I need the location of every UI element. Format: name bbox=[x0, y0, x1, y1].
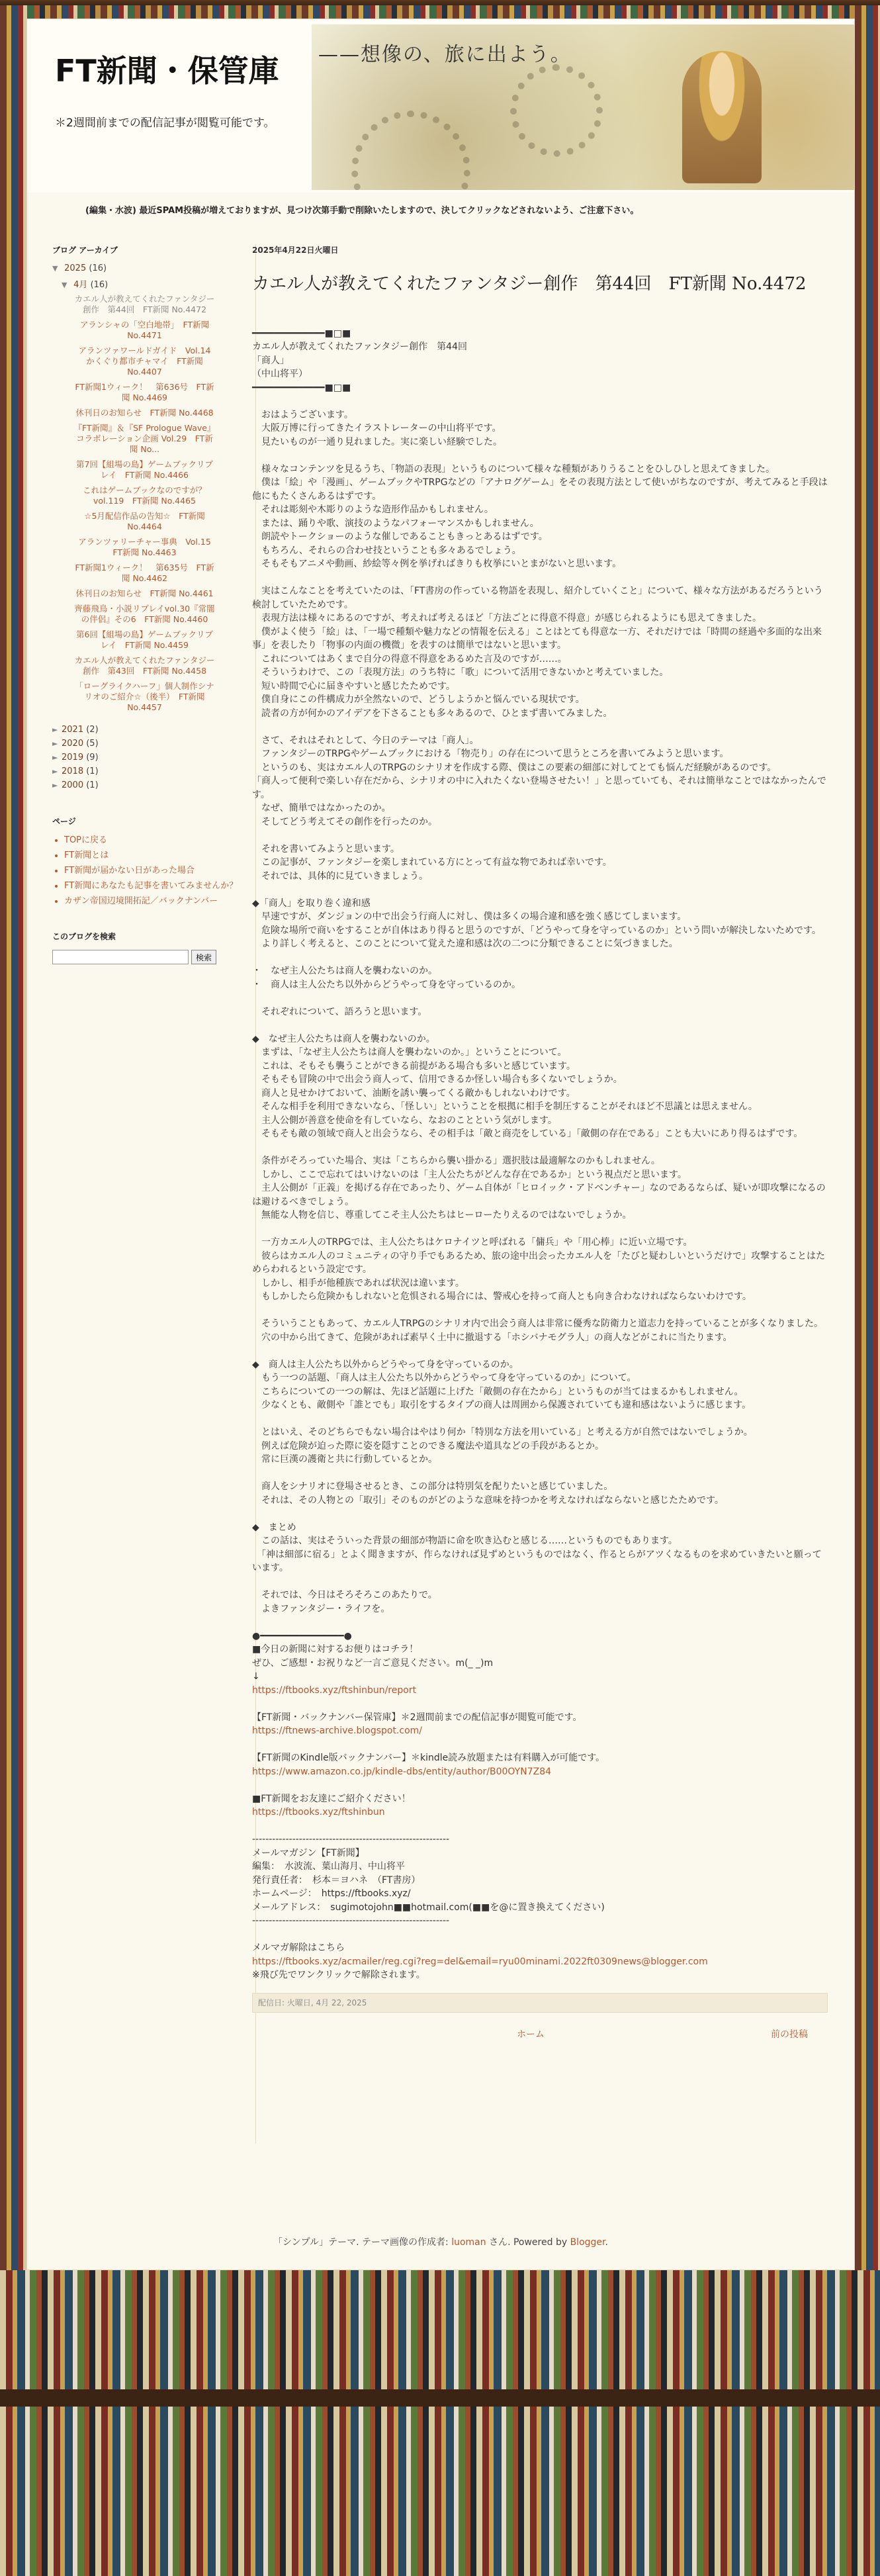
post-body-line: 表現方法は様々にあるのですが、考えれば考えるほど「方法ごとに得意不得意」が感じられるようにも思えてきました。 bbox=[252, 613, 762, 623]
post-body-line: 商人をシナリオに登場させるとき、この部分は特別気を配りたいと感じていました。 bbox=[252, 1481, 613, 1492]
archive-post-link[interactable]: FT新聞1ウィーク！ 第636号 FT新聞 No.4469 bbox=[75, 382, 214, 402]
attribution-suffix: . bbox=[605, 2237, 608, 2248]
archive-post-link[interactable]: ☆5月配信作品の告知☆ FT新聞 No.4464 bbox=[84, 511, 205, 531]
post-body-line: または、踊りや歌、演技のようなパフォーマンスかもしれません。 bbox=[252, 518, 539, 529]
post-body-line: 「商人って便利で楽しい存在だから、シナリオの中に入れたくない登場させたい！」と思っていても、それは簡単なことではなかったんです。 bbox=[252, 776, 826, 800]
post-body-line: カエル人が教えてくれたファンタジー創作 第44回 bbox=[252, 342, 467, 352]
post-body-line: そういうこともあって、カエル人TRPGのシナリオ内で出会う商人は非常に優秀な防衛力と道志力を持っていることが多くなりました。 bbox=[252, 1318, 824, 1329]
page-link[interactable]: • FT新聞にあなたも記事を書いてみませんか？ bbox=[64, 880, 244, 892]
archive-post-link[interactable]: FT新聞1ウィーク！ 第635号 FT新聞 No.4462 bbox=[75, 563, 214, 583]
post-body-line: メールアドレス： sugimotojohn■■hotmail.com(■■を@に置き換えてください) bbox=[252, 1902, 605, 1913]
spam-notice: (編集・水波) 最近SPAM投稿が増えておりますが、見つけ次第手動で削除いたしますので、決してクリックなどされないよう、ご注意下さい。 bbox=[85, 206, 639, 216]
header bbox=[27, 19, 854, 193]
post-body-line: ◆ なぜ主人公たちは商人を襲わないのか。 bbox=[252, 1033, 435, 1044]
archive-year-2020[interactable] bbox=[52, 739, 244, 749]
post-body-line bbox=[252, 1738, 828, 1752]
post-body-line: 「神は細部に宿る」とよく聞きますが、作らなければ見ずめというものではなく、作るとらがアツくなるものを求めていきたいと願っています。 bbox=[252, 1549, 822, 1573]
post-body-line: ◆ まとめ bbox=[252, 1522, 296, 1533]
triangle-down-icon[interactable]: ▼ bbox=[62, 281, 67, 289]
main-column bbox=[252, 244, 828, 2042]
post-body-link[interactable]: https://www.amazon.co.jp/kindle-dbs/entity/author/B00OYN7Z84 bbox=[252, 1766, 552, 1777]
archive-post-link[interactable]: これはゲームブックなのですが？ vol.119 FT新聞 No.4465 bbox=[83, 485, 215, 506]
post-body-line: それを書いてみようと思います。 bbox=[252, 843, 400, 854]
shelf-top bbox=[0, 0, 880, 5]
post-body-line: ※飛び先でワンクリックで解除されます。 bbox=[252, 1970, 425, 1980]
bookshelf-background bbox=[0, 2270, 880, 2576]
post-body-line: それは、その人物との「取引」そのものがどのような意味を持つかを考えなければならないと感じたためです。 bbox=[252, 1495, 724, 1506]
archive-year-current[interactable] bbox=[52, 263, 244, 273]
post-body-line bbox=[252, 1344, 828, 1358]
post-body-line bbox=[252, 1697, 828, 1711]
post-body-link[interactable]: https://ftnews-archive.blogspot.com/ bbox=[252, 1725, 423, 1736]
post-body-line: よきファンタジー・ライフを。 bbox=[252, 1603, 390, 1614]
triangle-right-icon[interactable]: ► bbox=[52, 739, 58, 748]
post-body-line: 編集： 水波流、葉山海月、中山将平 bbox=[252, 1861, 405, 1872]
archive-year-2021[interactable] bbox=[52, 725, 244, 735]
theme-author-link[interactable]: luoman bbox=[451, 2237, 486, 2248]
post-body-line: そしてどう考えてその創作を行ったのか。 bbox=[252, 816, 437, 827]
archive-year-2000[interactable] bbox=[52, 780, 244, 790]
post-body-line: おはようございます。 bbox=[252, 409, 353, 420]
post-body-line: しかし、ここで忘れてはいけないのは「主人公たちがどんな存在であるか」という視点だと思います。 bbox=[252, 1169, 687, 1180]
archive-year-count: (2) bbox=[86, 725, 99, 735]
post-body-line bbox=[252, 1222, 828, 1236]
post-body bbox=[252, 313, 828, 1982]
archive-year-link[interactable]: 2020 bbox=[62, 739, 84, 749]
post-body-line: 穴の中から出てきて、危険があれば素早く土中に撤退する「ホシバナモグラ人」の商人などがこれに当たります。 bbox=[252, 1332, 732, 1343]
triangle-right-icon[interactable]: ► bbox=[52, 767, 58, 776]
archive-post-link[interactable]: 第6回【組場の島】ゲームブックリプレイ FT新聞 No.4459 bbox=[75, 629, 214, 650]
post-body-line: ----------------------------------------------------------- bbox=[252, 1834, 450, 1845]
archive-year-2019[interactable] bbox=[52, 753, 244, 762]
post-body-line: 主人公側が善意を使命を有していなら、なおのことという気がします。 bbox=[252, 1115, 557, 1126]
post-body-line: 読者の方が何かのアイデアを下さることも多々あるので、ひとまず書いてみました。 bbox=[252, 708, 613, 719]
post-body-line: 発行責任者： 杉本＝ヨハネ （FT書房） bbox=[252, 1874, 421, 1886]
search-widget-title: このブログを検索 bbox=[52, 932, 116, 941]
post-body-line: それは彫刻や木彫りのような造形作品かもしれません。 bbox=[252, 504, 494, 515]
post-body-line bbox=[252, 313, 828, 327]
post-title[interactable]: カエル人が教えてくれたファンタジー創作 第44回 FT新聞 No.4472 bbox=[252, 274, 807, 294]
triangle-right-icon[interactable]: ► bbox=[52, 753, 58, 762]
post-body-line bbox=[252, 991, 828, 1005]
post-body-line: そもそもアニメや動画、紗絵等々例を挙げればきりも枚挙にいとまがないと思います。 bbox=[252, 559, 622, 569]
archive-year-count: (5) bbox=[86, 739, 99, 749]
character-illustration bbox=[682, 51, 762, 183]
page-link[interactable]: • FT新聞とは bbox=[64, 850, 244, 861]
page-link[interactable]: • TOPに戻る bbox=[64, 835, 244, 846]
page-link[interactable]: • カザン帝国辺境開拓記／バックナンバー bbox=[64, 896, 244, 907]
post-body-line: 早速ですが、ダンジョンの中で出会う行商人に対し、僕は多くの場合違和感を強く感じてしまいます。 bbox=[252, 911, 687, 922]
post-body-line bbox=[252, 1575, 828, 1589]
post-body-line bbox=[252, 394, 828, 408]
post-body-line: 見たいものが一通り見れました。実に楽しい経験でした。 bbox=[252, 436, 502, 447]
post-body-line: 彼らはカエル人のコミュニティの守り手でもあるため、旅の途中出会ったカエル人を「たびと疑わしいというだけで」攻撃することはためらわれるという設定です。 bbox=[252, 1250, 826, 1275]
post-body-line: ・ 商人は主人公たち以外からどうやって身を守っているのか。 bbox=[252, 979, 521, 990]
post-body-line: 朗読やトークショーのような催しであることもきっとあるはずです。 bbox=[252, 531, 548, 542]
post-footer: 配信日: 火曜日, 4月 22, 2025 bbox=[252, 1993, 828, 2013]
archive-post-link[interactable]: アランツァワールドガイド Vol.14 かくぐり都市チャマイ FT新聞 No.4407 bbox=[78, 345, 219, 377]
post-body-line bbox=[252, 571, 828, 585]
archive-year-link[interactable]: 2018 bbox=[62, 766, 84, 776]
post-body-line: 商人と見せかけておいて、油断を誘い襲ってくる敵かもしれないわけです。 bbox=[252, 1087, 576, 1099]
post-body-line: とはいえ、そのどちらでもない場合はやはり何か「特別な方法を用いている」と考える方が自然ではないでしょうか。 bbox=[252, 1427, 753, 1438]
post-body-line: ----------------------------------------------------------- bbox=[252, 1915, 450, 1926]
post-body-line: 僕がよく使う「絵」は、「一場で種類や魅力などの情報を伝える」ことはとても得意な一方、それだけでは「時間の経過や多面的な出来事」を表したり「物事の内面の機微」を表すのは簡単ではないと思います。 bbox=[252, 626, 822, 651]
post-body-line: それでは、今日はそろそろこのあたりで。 bbox=[252, 1590, 437, 1600]
post-body-line: これについてはあくまで自分の得意不得意をあるめた言及のですが……。 bbox=[252, 653, 567, 665]
post-body-link[interactable]: https://ftbooks.xyz/ftshinbun bbox=[252, 1807, 385, 1817]
post-body-line bbox=[252, 449, 828, 463]
post-body-line bbox=[252, 1616, 828, 1630]
pages-widget-title: ページ bbox=[52, 817, 76, 826]
archive-post-link[interactable]: アランシャの「空白地帯」 FT新聞 No.4471 bbox=[79, 320, 210, 340]
post-body-line: 無能な人物を信じ、尊重してこそ主人公たちはヒーローたりえるのではないでしょうか。 bbox=[252, 1210, 632, 1220]
triangle-right-icon[interactable]: ► bbox=[52, 781, 58, 790]
post-body-line: 主人公側が「正義」を掲げる存在であったり、ゲーム自体が「ヒロイック・アドベンチャー」なのであるならば、疑いが即攻撃になるのは避けるべきでしょう。 bbox=[252, 1183, 826, 1207]
post-body-line: もう一つの話題、「商人は主人公たち以外からどうやって身を守っているのか」について。 bbox=[252, 1373, 637, 1383]
post-body-line: しかし、相手が他種族であれば状況は違います。 bbox=[252, 1277, 464, 1289]
attribution-prefix: 「シンプル」テーマ. テーマ画像の作成者: bbox=[273, 2237, 452, 2248]
post-body-line: もちろん、それらの合わせ技ということも多々あるでしょう。 bbox=[252, 545, 521, 556]
post-body-line: まずは、「なぜ主人公たちは商人を襲わないのか。」ということについて。 bbox=[252, 1047, 567, 1058]
pages-list bbox=[52, 835, 244, 907]
post-body-line: ◆ 商人は主人公たち以外からどうやって身を守っているのか。 bbox=[252, 1359, 519, 1370]
archive-post-link[interactable]: 休刊日のお知らせ FT新聞 No.4461 bbox=[75, 588, 214, 598]
blog-page bbox=[26, 19, 855, 2270]
post-body-link[interactable]: https://ftbooks.xyz/acmailer/reg.cgi?reg=del&email=ryu00minami.2022ft0309news@blogger.com bbox=[252, 1956, 708, 1967]
post-body-line: 実はこんなことを考えていたのは、「FT書房の作っている物語を表現し、紹介していくこと」について、様々な方法があるだろうという検討していたためです。 bbox=[252, 586, 823, 610]
older-post-link[interactable]: 前の投稿 bbox=[771, 2029, 808, 2040]
archive-years bbox=[52, 725, 244, 790]
post-body-line: 【FT新聞のKindle版バックナンバー】＊kindle読み放題または有料購入が可能です。 bbox=[252, 1753, 605, 1763]
post-body-line bbox=[252, 1412, 828, 1426]
post-body-line bbox=[252, 1467, 828, 1481]
archive-year-link[interactable]: 2019 bbox=[62, 753, 84, 762]
post-body-line: これは、そもそも襲うことができる前提がある場合も多いと感じています。 bbox=[252, 1060, 576, 1072]
post-body-line: 少なくとも、敵側や「誰とでも」取引をするタイプの商人は周囲から保護されていても違和感はないように感じます。 bbox=[252, 1400, 752, 1410]
post-body-line: そんな相手を利用できないなら、「怪しい」ということを根拠に相手を制圧することがそれほど不思議とは思えません。 bbox=[252, 1101, 758, 1112]
post-body-line: ↓ bbox=[252, 1671, 260, 1682]
post-body-line: 僕は「絵」や「漫画」、ゲームブックやTRPGなどの「アナログゲーム」をその表現方法として使いがちなのですが、考えてみると手段は他にもたくさんあるはずです。 bbox=[252, 477, 828, 502]
archive-year-count: (9) bbox=[86, 753, 99, 762]
post-body-line: それでは、具体的に見ていきましょう。 bbox=[252, 870, 428, 882]
page-link[interactable]: • FT新聞が届かない日があった場合 bbox=[64, 865, 244, 876]
post-body-line: 「商人」 bbox=[252, 355, 289, 366]
post-body-line: 【FT新聞・バックナンバー保管庫】＊2週間前までの配信記事が閲覧可能です。 bbox=[252, 1712, 582, 1723]
archive-month-count: (16) bbox=[90, 280, 109, 290]
archive-year-count: (16) bbox=[89, 263, 107, 273]
site-title[interactable]: FT新聞・保管庫 bbox=[55, 53, 279, 89]
post-body-line: この話は、実はそういった背景の細部が物語に命を吹き込むと感じる……というものでもあります。 bbox=[252, 1536, 678, 1546]
post-body-line: そもそも冒険の中で出会う商人って、信用できるか怪しい場合も多くないでしょうか。 bbox=[252, 1074, 623, 1085]
archive-year-count: (1) bbox=[86, 766, 99, 776]
post-body-line: もしかしたら危険かもしれないと危惧される場合には、警戒心を持って商人とも向き合わなければならないわけです。 bbox=[252, 1291, 752, 1302]
post-body-line: ぜひ、ご感想・お祝りなど一言ご意見ください。m(_ _)m bbox=[252, 1657, 494, 1669]
blog-pager bbox=[252, 2027, 828, 2042]
post-body-line: 危険な場所で商いをすることが自体はあり得ると思うのですが、「どうやって身を守っているのか」という問いが解決しないためです。 bbox=[252, 925, 821, 936]
archive-post-link[interactable]: 第7回【組場の島】ゲームブックリプレイ FT新聞 No.4466 bbox=[75, 459, 214, 480]
archive-month-current[interactable] bbox=[62, 277, 244, 290]
post-body-line: 条件がそろっていた場合、実は「こちらから襲い掛かる」選択肢は最適解なのかもしれません。 bbox=[252, 1156, 660, 1166]
archive-year-link[interactable]: 2000 bbox=[62, 780, 84, 790]
post-body-line bbox=[252, 1019, 828, 1033]
post-body-line: そもそも敵の領域で商人と出会うなら、その相手は「敵と商売をしている」「敵側の存在である」ことも大いにあり得るはずです。 bbox=[252, 1128, 803, 1139]
post-body-line: ●━━━━━━━━━━━━━━━● bbox=[252, 1630, 352, 1641]
post-body-line: （中山将平） bbox=[252, 369, 308, 379]
archive-post-link[interactable]: 休刊日のお知らせ FT新聞 No.4468 bbox=[75, 408, 214, 418]
archive-post-link[interactable]: カエル人が教えてくれたファンタジー創作 第43回 FT新聞 No.4458 bbox=[74, 655, 215, 676]
post-body-line: この記事が、ファンタジーを楽しまれている方にとって有益な物であれば幸いです。 bbox=[252, 857, 612, 868]
post-body-line: こちらについての一つの解は、先ほど話題に上げた「敵側の存在たから」というものが当てはまるかもしれません。 bbox=[252, 1386, 744, 1397]
archive-post-link[interactable]: カエル人が教えてくれたファンタジー創作 第44回 FT新聞 No.4472 bbox=[74, 294, 215, 314]
archive-post-link[interactable]: 『FT新聞』＆『SF Prologue Wave』コラボレーション企画 Vol.29 FT新聞 No... bbox=[73, 423, 216, 454]
sidebar bbox=[52, 244, 244, 964]
post-body-line: ━━━━━━━━━━━━━■□■ bbox=[252, 328, 351, 339]
post-body-line: ■FT新聞をお友達にご紹介ください！ bbox=[252, 1793, 411, 1804]
search-button[interactable]: 検索 bbox=[191, 950, 216, 964]
post-body-line: それぞれについて、語ろうと思います。 bbox=[252, 1006, 427, 1017]
archive-year-2018[interactable] bbox=[52, 766, 244, 776]
post-body-line bbox=[252, 1507, 828, 1521]
gear-illustration bbox=[510, 64, 603, 157]
post-body-line bbox=[252, 720, 828, 734]
home-link[interactable]: ホーム bbox=[517, 2029, 545, 2040]
post-body-line: メールマガジン【FT新聞】 bbox=[252, 1847, 365, 1859]
post-body-line: ■今日の新聞に対するお便りはコチラ！ bbox=[252, 1644, 419, 1655]
search-form bbox=[52, 950, 244, 964]
post-body-line: ファンタジーのTRPGやゲームブックにおける「物売り」の存在について思うところを書いてみようと思います。 bbox=[252, 749, 729, 759]
post-body-line: メルマガ解除はこちら bbox=[252, 1943, 345, 1953]
archive-widget-title: ブログ アーカイブ bbox=[52, 246, 118, 255]
triangle-right-icon[interactable]: ► bbox=[52, 725, 58, 734]
post-body-line: ◆「商人」を取り巻く違和感 bbox=[252, 897, 371, 909]
post-body-line: さて、それはそれとして、今日のテーマは「商人」。 bbox=[252, 735, 479, 746]
archive-post-link[interactable]: アランツァリーチャー事典 Vol.15 FT新聞 No.4463 bbox=[78, 537, 220, 557]
post-body-line bbox=[252, 1141, 828, 1155]
post-body-line bbox=[252, 1819, 828, 1833]
post-body-line bbox=[252, 829, 828, 843]
post-body-line: 常に巨漢の護衛と共に行動しているとか。 bbox=[252, 1454, 437, 1465]
attribution-middle: さん. Powered by bbox=[486, 2237, 570, 2248]
post-body-line bbox=[252, 951, 828, 965]
site-description: ＊2週間前までの配信記事が閲覧可能です。 bbox=[55, 116, 275, 130]
triangle-down-icon[interactable]: ▼ bbox=[52, 264, 58, 273]
archive-post-link[interactable]: 齊藤飛鳥・小説リプレイvol.30『常闇の伴侶』その6 FT新聞 No.4460 bbox=[74, 604, 215, 624]
post-body-line bbox=[252, 1304, 828, 1318]
banner-slogan: ——想像の、旅に出よう。 bbox=[318, 43, 572, 66]
post-body-line: 大阪万博に行ってきたイラストレーターの中山将平です。 bbox=[252, 423, 502, 434]
gear-illustration bbox=[351, 111, 470, 190]
archive-post-link[interactable]: 「ローグライクハーフ」個人制作シナリオのご紹介☆（後半） FT新聞 No.4457 bbox=[75, 681, 214, 712]
attribution bbox=[27, 2235, 854, 2248]
post-body-line: 様々なコンテンツを見るうち、「物語の表現」というものについて様々な種類がありうることをひしひしと思えてきました。 bbox=[252, 463, 775, 475]
search-input[interactable] bbox=[52, 950, 189, 964]
post-body-line: というのも、実はカエル人のTRPGのシナリオを作成する際、僕はこの要素の細部に対してとても悩んだ経験があるのです。 bbox=[252, 762, 777, 773]
post-body-line bbox=[252, 1928, 828, 1942]
post-body-line: 一方カエル人のTRPGでは、主人公たちはケロナイツと呼ばれる「傭兵」や「用心棒」に近い立場です。 bbox=[252, 1237, 693, 1248]
archive-year-count: (1) bbox=[86, 780, 99, 790]
post-body-line: 僕自身にこの件構成力が全然ないので、どうしようかと悩んでいる現状です。 bbox=[252, 694, 585, 705]
post-body-line: ・ なぜ主人公たちは商人を襲わないのか。 bbox=[252, 966, 437, 976]
post-body-line: なぜ、簡単ではなかったのか。 bbox=[252, 803, 391, 813]
post-body-link[interactable]: https://ftbooks.xyz/ftshinbun/report bbox=[252, 1684, 417, 1696]
post-date: 2025年4月22日火曜日 bbox=[252, 246, 339, 255]
archive-year-link[interactable]: 2025 bbox=[64, 263, 87, 273]
header-banner-image bbox=[312, 24, 854, 190]
archive-year-link[interactable]: 2021 bbox=[62, 725, 84, 735]
post-body-line: そういうわけで、この「表現方法」のうち特に「歌」について活用できないかと考えていました。 bbox=[252, 667, 669, 678]
post-body-line bbox=[252, 1778, 828, 1792]
post-body-line: 短い時間で心に届きやすいと感じたためです。 bbox=[252, 680, 455, 692]
post-body-line: ホームページ： https://ftbooks.xyz/ bbox=[252, 1888, 411, 1899]
blogger-link[interactable]: Blogger bbox=[570, 2237, 605, 2248]
post-body-line: より詳しく考えると、このことについて覚えた違和感は次の二つに分類できることに気づきました。 bbox=[252, 939, 678, 949]
archive-post-list bbox=[52, 294, 244, 713]
post-body-line: 例えば危険が迫った際に姿を隠すことのできる魔法や道具などの手段があるとか。 bbox=[252, 1440, 604, 1451]
post-body-line: ━━━━━━━━━━━━━■□■ bbox=[252, 382, 351, 393]
archive-month-link[interactable]: 4月 bbox=[73, 280, 88, 290]
post-body-line bbox=[252, 883, 828, 897]
